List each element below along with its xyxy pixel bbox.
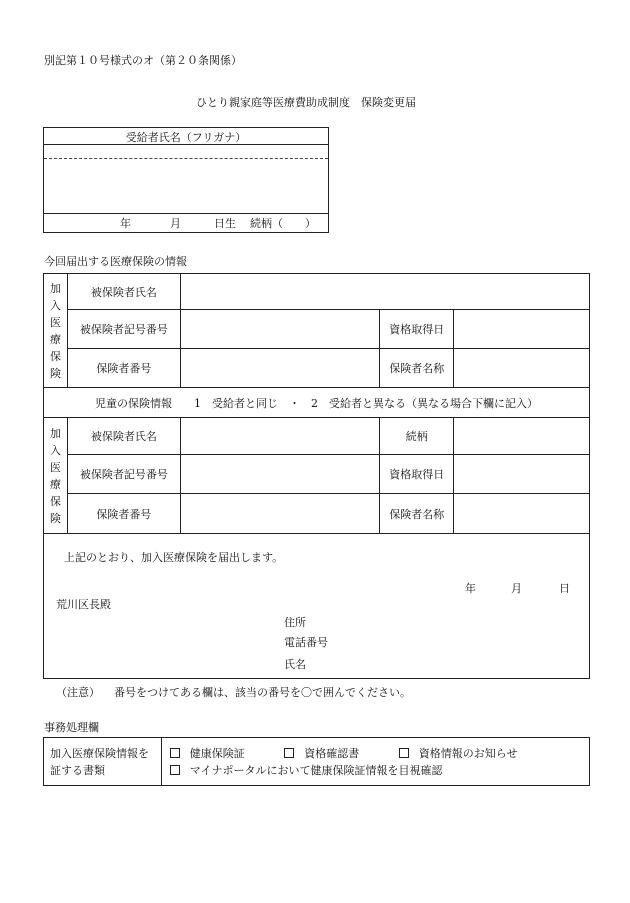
insurer-number-field[interactable] [180,349,380,388]
child-qualification-date-field[interactable] [454,455,590,494]
note-text: 番号をつけてある欄は、該当の番号を〇で囲んでください。 [114,686,411,699]
checkbox-health-card[interactable] [170,748,180,758]
child-insurer-number-label: 保険者番号 [67,494,180,534]
child-insured-symbol-field[interactable] [180,455,380,494]
date-year-label: 年 [465,582,476,595]
declaration-text: 上記のとおり、加入医療保険を届出します。 [64,551,284,564]
child-insured-symbol-label: 被保険者記号番号 [67,455,180,494]
birth-month-label: 月 [170,217,181,230]
declaration-block [44,534,590,679]
child-relation-field[interactable] [454,418,590,455]
furigana-field[interactable] [44,145,328,159]
child-insurer-name-label: 保険者名称 [380,494,454,534]
child-relation-label: 続柄 [380,418,454,455]
section-insurance-title: 今回届出する医療保険の情報 [44,255,187,268]
relation-label: 続柄（ ） [250,217,316,230]
birthdate-row [44,215,328,231]
page-title: ひとり親家庭等医療費助成制度 保険変更届 [196,96,416,109]
child-qualification-date-label: 資格取得日 [380,455,454,494]
phone-label: 電話番号 [284,636,328,649]
recipient-name-label: 受給者氏名（フリガナ） [44,129,328,145]
insured-name-field[interactable] [180,274,589,310]
insured-symbol-label: 被保険者記号番号 [67,310,180,349]
child-insurer-name-field[interactable] [454,494,590,534]
checkbox-qualification-cert[interactable] [284,748,294,758]
date-month-label: 月 [511,582,522,595]
child-insurance-group-label: 加 入 医 療 保 険 [44,418,68,534]
office-table [43,737,590,786]
office-doc-label: 加入医療保険情報を 証する書類 [44,738,162,786]
recipient-box [43,127,329,233]
mynaportal-label: マイナポータルにおいて健康保険証情報を目視確認 [189,763,443,777]
recipient-name-field[interactable] [44,159,328,214]
child-insured-name-field[interactable] [180,418,380,455]
qualification-date-field[interactable] [454,310,590,349]
insured-symbol-field[interactable] [180,310,380,349]
qualification-notice-label: 資格情報のお知らせ [418,746,518,760]
insured-name-label: 被保険者氏名 [67,274,180,310]
insurer-number-label: 保険者番号 [67,349,180,388]
form-number: 別記第１０号様式のオ（第２０条関係） [44,54,242,67]
addressee: 荒川区長殿 [56,598,111,611]
insurance-table [43,273,590,679]
birth-year-label: 年 [120,217,131,230]
address-label: 住所 [284,616,306,629]
insurer-name-field[interactable] [454,349,590,388]
insurer-name-label: 保険者名称 [380,349,454,388]
date-day-label: 日 [559,582,570,595]
child-insurer-number-field[interactable] [180,494,380,534]
note-label: （注意） [56,686,100,699]
insurance-group-label: 加 入 医 療 保 険 [44,274,68,388]
child-insurance-option[interactable]: 児童の保険情報 1 受給者と同じ ・ 2 受給者と異なる（異なる場合下欄に記入） [44,388,590,418]
office-doc-options [161,738,589,786]
checkbox-qualification-notice[interactable] [399,748,409,758]
birth-day-label: 日生 [214,217,236,230]
name-label: 氏名 [284,658,306,671]
checkbox-mynaportal[interactable] [170,765,180,775]
child-insured-name-label: 被保険者氏名 [67,418,180,455]
health-card-label: 健康保険証 [189,746,245,760]
qualification-cert-label: 資格確認書 [304,746,360,760]
office-section-title: 事務処理欄 [44,721,99,734]
qualification-date-label: 資格取得日 [380,310,454,349]
